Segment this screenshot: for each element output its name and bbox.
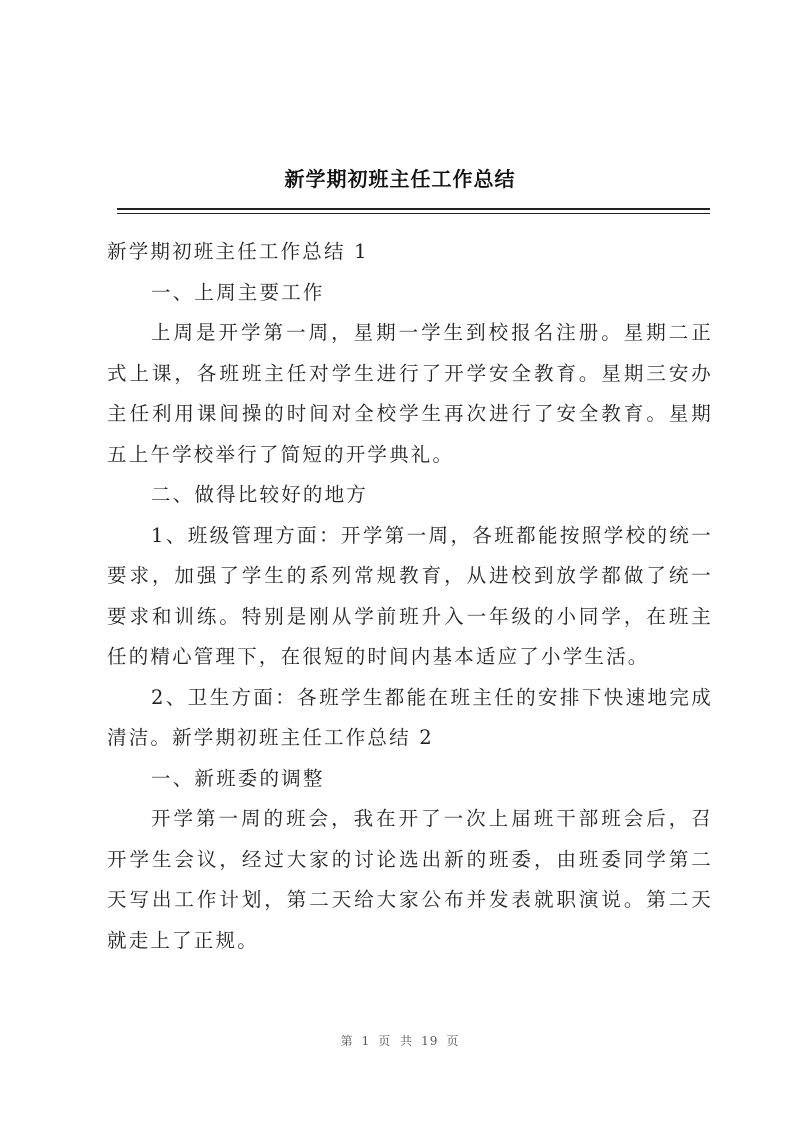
paragraph: 2、卫生方面：各班学生都能在班主任的安排下快速地完成清洁。新学期初班主任工作总结 2	[107, 685, 713, 749]
title-rule-thick	[117, 208, 710, 210]
footer-middle: 页 共	[378, 1034, 414, 1048]
page-number: 1	[361, 1034, 371, 1048]
document-title: 新学期初班主任工作总结	[284, 167, 516, 191]
document-body	[107, 232, 713, 961]
footer-prefix: 第	[340, 1034, 354, 1048]
paragraph: 一、上周主要工作	[151, 280, 325, 304]
page-footer	[0, 1032, 800, 1049]
paragraph: 开学第一周的班会，我在开了一次上届班干部班会后，召开学生会议，经过大家的讨论选出新的班委，由班委同学第二天写出工作计划，第二天给大家公布并发表就职演说。第二天就走上了正规。	[107, 807, 713, 952]
paragraph: 一、新班委的调整	[151, 766, 325, 790]
paragraph: 二、做得比较好的地方	[151, 483, 369, 506]
page-total: 19	[421, 1034, 439, 1048]
paragraph: 1、班级管理方面：开学第一周，各班都能按照学校的统一要求，加强了学生的系列常规教育，从进校到放学都做了统一要求和训练。特别是刚从学前班升入一年级的小同学，在班主任的精心管理下，在很短的时间内基本适应了小学生活。	[107, 523, 713, 668]
paragraph: 上周是开学第一周，星期一学生到校报名注册。星期二正式上课，各班班主任对学生进行了开学安全教育。星期三安办主任利用课间操的时间对全校学生再次进行了安全教育。星期五上午学校举行了简短的开学典礼。	[107, 321, 713, 466]
title-rule-thin	[117, 213, 710, 214]
paragraph: 新学期初班主任工作总结 1	[107, 240, 369, 263]
footer-suffix: 页	[446, 1034, 460, 1048]
